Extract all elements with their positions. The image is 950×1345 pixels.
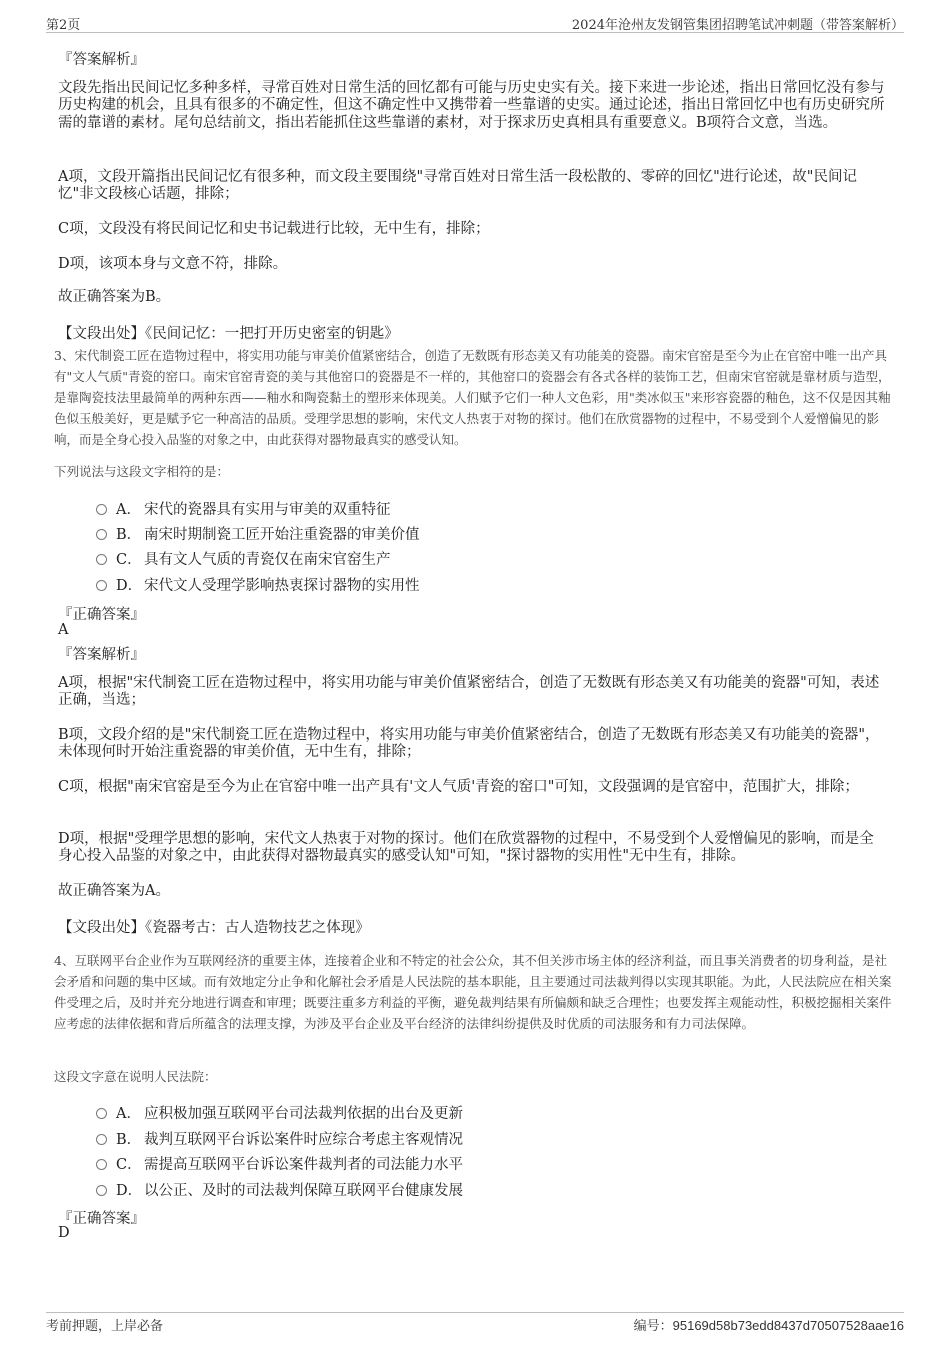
radio-button-icon[interactable]: [96, 1108, 107, 1119]
document-title: 2024年沧州友发钢管集团招聘笔试冲刺题（带答案解析）: [571, 18, 904, 33]
analysis-main: 文段先指出民间记忆多种多样，寻常百姓对日常生活的回忆都有可能与历史史实有关。接下来进一步论述，指出日常回忆没有参与历史构建的机会，且具有很多的不确定性，但这不确定性中又携带着一些靠谱的史实。通过论述，指出日常回忆中也有历史研究所需的靠谱的素材。尾句总结前文，指出若能抓住这些靠谱的素材，对于探求历史真相具有重要意义。B项符合文意，当选。: [58, 80, 885, 131]
analysis-label: 『答案解析』: [58, 52, 145, 68]
analysis-option-a: A项，根据"宋代制瓷工匠在造物过程中，将实用功能与审美价值紧密结合，创造了无数既有形态美又有功能美的瓷器"可知，表述正确，当选；: [58, 675, 880, 709]
analysis-option-d: D项，根据"受理学思想的影响，宋代文人热衷于对物的探讨。他们在欣赏器物的过程中，不易受到个人爱憎偏见的影响，而是全身心投入品鉴的对象之中，由此获得对器物最真实的感受认知"可知，"探讨器物的实用性"无中生有，排除。: [58, 831, 874, 865]
correct-answer-label: 『正确答案』: [58, 607, 145, 623]
analysis-option-d: D项，该项本身与文意不符，排除。: [58, 256, 288, 272]
answer-conclusion: 故正确答案为B。: [58, 289, 171, 305]
question-4-text: 4、互联网平台企业作为互联网经济的重要主体，连接着企业和不特定的社会公众，其不但关涉市场主体的经济利益，而且事关消费者的切身利益，是社会矛盾和问题的集中区域。而有效地定分止争和化解社会矛盾是人民法院的基本职能，且主要通过司法裁判得以实现其职能。为此，人民法院应在相关案件受理之后，及时并充分地进行调查和审理；既要注重多方利益的平衡，避免裁判结果有所偏颇和缺乏合理性；也要发挥主观能动性，积极挖掘相关案件应考虑的法律依据和背后所蕴含的法理支撑，为涉及平台企业及平台经济的法律纠纷提供及时优质的司法服务和有力司法保障。: [54, 953, 892, 1031]
document-page: 第2页 2024年沧州友发钢管集团招聘笔试冲刺题（带答案解析） 『答案解析』 文段先指出民间记忆多种多样，寻常百姓对日常生活的回忆都有可能与历史史实有关。接下来进一步论述，指出日常回忆没有参与历史构建的机会，且具有很多的不确定性，但这不确定性中又携带着一些靠谱的史实。通过论述，指出日常回忆中也有历史研究所需的靠谱的素材。尾句总结前文，指出若能抓住这些靠谱的素材，对于探求历史真相具有重要意义。B项符合文意，当选。 A项，文段开篇指出民间记忆有很多种，而文段主要围绕"寻常百姓对日常生活一段松散的、零碎的回忆"进行论述，故"民间记忆"非文段核心话题，排除； C项，文段没有将民间记忆和史书记载进行比较，无中生有，排除； D项，该项本身与文意不符，排除。 故正确答案为B。 【文段出处】《民间记忆：一把打开历史密室的钥匙》 3、宋代制瓷工匠在造物过程中，将实用功能与审美价值紧密结合，创造了无数既有形态美又有功能美的瓷器。南宋官窑是至今为止在官窑中唯一出产具有"文人气质"青瓷的窑口。南宋官窑青瓷的美与其他窑口的瓷器是不一样的，其他窑口的瓷器会有各式各样的装饰工艺，但南宋官窑就是靠材质与造型，是靠陶瓷技法里最简单的两种东西——釉水和陶瓷黏土的塑形来体现美。人们赋予它们一种人文色彩，用"类冰似玉"来形容瓷器的釉色，这不仅是因其釉色似玉般美好，更是赋予它一种高洁的品质。受理学思想的影响，宋代文人热衷于对物的探讨。他们在欣赏器物的过程中，不易受到个人爱憎偏见的影响，而是全身心投入品鉴的对象之中，由此获得对器物最真实的感受认知。 下列说法与这段文字相符的是： A． 宋代的瓷器具有实用与审美的双重特征 B． 南宋时期制瓷工匠开始注重瓷器的审美价值 C． 具有文人气质的青瓷仅在南宋官窑生产 D． 宋代文人受理学影响热衷探讨器物的实用性 『正确答案』 A 『答案解析』 A项，根据"宋代制瓷工匠在造物过程中，将实用功能与审美价值紧密结合，创造了无数既有形态美又有功能美的瓷器"可知，表述正确，当选； B项，文段介绍的是"宋代制瓷工匠在造物过程中，将实用功能与审美价值紧密结合，创造了无数既有形态美又有功能美的瓷器"，未体现何时开始注重瓷器的审美价值，无中生有，排除； C项，根据"南宋官窑是至今为止在官窑中唯一出产具有'文人气质'青瓷的窑口"可知，文段强调的是官窑中，范围扩大，排除； D项，根据"受理学思想的影响，宋代文人热衷于对物的探讨。他们在欣赏器物的过程中，不易受到个人爱憎偏见的影响，而是全身心投入品鉴的对象之中，由此获得对器物最真实的感受认知"可知，"探讨器物的实用性"无中生有，排除。 故正确答案为A。 【文段出处】《瓷器考古：古人造物技艺之体现》 4、互联网平台企业作为互联网经济的重要主体，连接着企业和不特定的社会公众，其不但关涉市场主体的经济利益，而且事关消费者的切身利益，是社会矛盾和问题的集中区域。而有效地定分止争和化解社会矛盾是人民法院的基本职能，且主要通过司法裁判得以实现其职能。为此，人民法院应在相关案件受理之后，及时并充分地进行调查和审理；既要注重多方利益的平衡，避免裁判结果有所偏颇和缺乏合理性；也要发挥主观能动性，积极挖掘相关案件应考虑的法律依据和背后所蕴含的法理支撑，为涉及平台企业及平台经济的法律纠纷提供及时优质的司法服务和有力司法保障。 这段文字意在说明人民法院： A． 应积极加强互联网平台司法裁判依据的出台及更新 B． 裁判互联网平台诉讼案件时应综合考虑主客观情况 C． 需提高互联网平台诉讼案件裁判者的司法能力水平 D． 以公正、及时的司法裁判保障互联网平台健康发展 『正确答案』 D 考前押题，上岸必备 编号：95169d58b73edd8437d70507528aae16: [0, 0, 950, 1345]
analysis-option-b: B项，文段介绍的是"宋代制瓷工匠在造物过程中，将实用功能与审美价值紧密结合，创造了无数既有形态美又有功能美的瓷器"，未体现何时开始注重瓷器的审美价值，无中生有，排除；: [58, 727, 880, 761]
correct-answer-label: 『正确答案』: [58, 1211, 145, 1227]
analysis-option-c: C项，根据"南宋官窑是至今为止在官窑中唯一出产具有'文人气质'青瓷的窑口"可知，文段强调的是官窑中，范围扩大，排除；: [58, 779, 859, 795]
question-4-prompt: 这段文字意在说明人民法院：: [54, 1069, 217, 1084]
analysis-option-c: C项，文段没有将民间记忆和史书记载进行比较，无中生有，排除；: [58, 221, 490, 237]
document-code: [634, 1315, 904, 1334]
question-3-prompt: 下列说法与这段文字相符的是：: [54, 464, 230, 479]
analysis-label: 『答案解析』: [58, 647, 145, 663]
page-header: [46, 14, 904, 33]
correct-answer-value: D: [58, 1225, 70, 1241]
answer-conclusion: 故正确答案为A。: [58, 883, 170, 899]
document-code-value: 95169d58b73edd8437d70507528aae16: [672, 1318, 904, 1333]
question-3-text: 3、宋代制瓷工匠在造物过程中，将实用功能与审美价值紧密结合，创造了无数既有形态美又有功能美的瓷器。南宋官窑是至今为止在官窑中唯一出产具有"文人气质"青瓷的窑口。南宋官窑青瓷的美与其他窑口的瓷器是不一样的，其他窑口的瓷器会有各式各样的装饰工艺，但南宋官窑就是靠材质与造型，是靠陶瓷技法里最简单的两种东西——釉水和陶瓷黏土的塑形来体现美。人们赋予它们一种人文色彩，用"类冰似玉"来形容瓷器的釉色，这不仅是因其釉色似玉般美好，更是赋予它一种高洁的品质。受理学思想的影响，宋代文人热衷于对物的探讨。他们在欣赏器物的过程中，不易受到个人爱憎偏见的影响，而是全身心投入品鉴的对象之中，由此获得对器物最真实的感受认知。: [54, 348, 891, 447]
radio-button-icon[interactable]: [96, 580, 107, 591]
radio-button-icon[interactable]: [96, 529, 107, 540]
analysis-option-a: A项，文段开篇指出民间记忆有很多种，而文段主要围绕"寻常百姓对日常生活一段松散的、零碎的回忆"进行论述，故"民间记忆"非文段核心话题，排除；: [58, 169, 857, 203]
page-footer: [46, 1312, 904, 1333]
footer-slogan: 考前押题，上岸必备: [46, 1319, 164, 1334]
document-code-label: 编号：: [633, 1319, 673, 1334]
radio-button-icon[interactable]: [96, 1185, 107, 1196]
correct-answer-value: A: [58, 622, 69, 638]
radio-button-icon[interactable]: [96, 1159, 107, 1170]
source-citation: 【文段出处】《民间记忆：一把打开历史密室的钥匙》: [58, 326, 399, 342]
page-number: 第2页: [46, 18, 81, 33]
radio-button-icon[interactable]: [96, 554, 107, 565]
radio-button-icon[interactable]: [96, 1134, 107, 1145]
radio-button-icon[interactable]: [96, 504, 107, 515]
source-citation: 【文段出处】《瓷器考古：古人造物技艺之体现》: [58, 920, 370, 936]
